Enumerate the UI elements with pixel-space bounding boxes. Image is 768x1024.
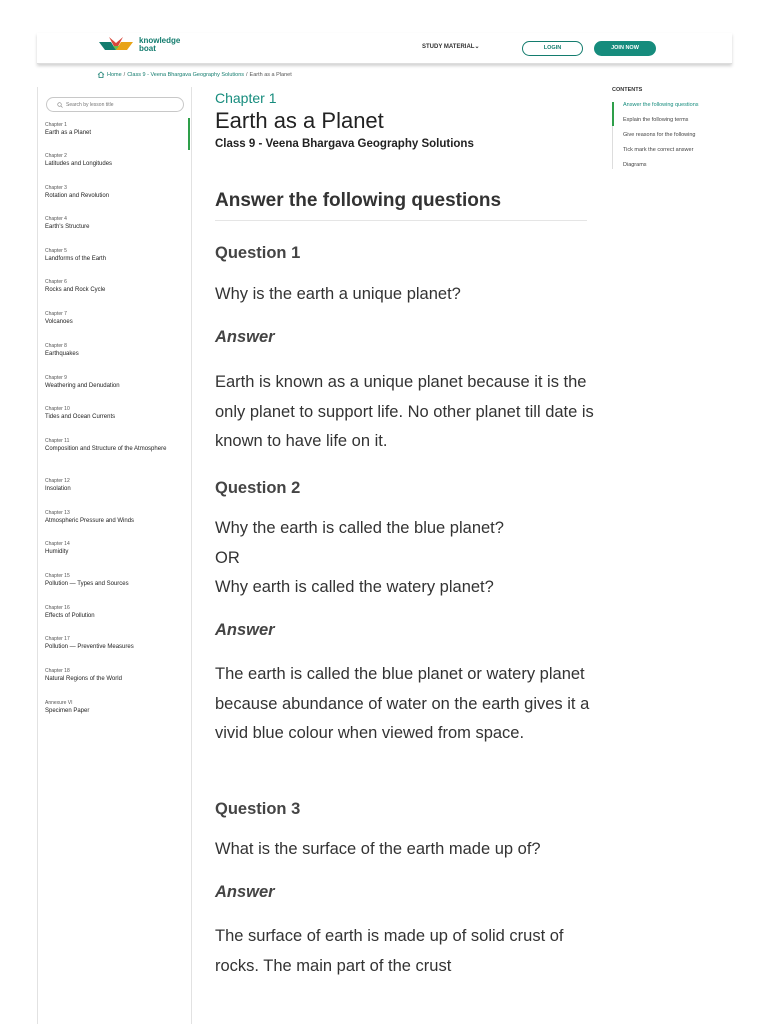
sidebar-chapter-item[interactable]	[45, 375, 185, 390]
toc-list	[612, 102, 732, 169]
chapter-title: Rotation and Revolution	[45, 193, 110, 199]
breadcrumb-class[interactable]	[127, 72, 244, 78]
lesson-search-box[interactable]	[46, 97, 184, 112]
toc-item[interactable]: Answer the following questions	[623, 102, 699, 108]
answer-label: Answer	[215, 621, 275, 639]
answer-text: The earth is called the blue planet or watery planet because abundance of water on the earth gives it a vivid blue colour when viewed from space.	[215, 665, 590, 742]
boat-logo-icon	[97, 37, 135, 53]
sidebar-chapter-item[interactable]	[45, 343, 185, 358]
study-material-label: STUDY MATERIAL	[422, 44, 475, 50]
chapter-title: Weathering and Denudation	[45, 383, 120, 389]
chapter-number: Chapter 12	[45, 478, 70, 484]
question-heading: Question 2	[215, 479, 301, 497]
sidebar-chapter-item[interactable]	[45, 700, 185, 715]
breadcrumb-separator: /	[123, 71, 126, 78]
sidebar-chapter-item[interactable]	[45, 438, 185, 453]
sidebar-chapter-item[interactable]	[45, 668, 185, 683]
toc-item[interactable]: Explain the following terms	[623, 117, 689, 123]
chapter-title: Earthquakes	[45, 351, 79, 357]
chapter-title: Tides and Ocean Currents	[45, 414, 116, 420]
sidebar-chapter-item[interactable]	[45, 605, 185, 620]
chapter-title: Effects of Pollution	[45, 613, 95, 619]
chapter-number: Chapter 7	[45, 311, 67, 317]
breadcrumb-home[interactable]: Home	[107, 71, 122, 78]
study-material-menu[interactable]	[422, 43, 479, 50]
question-heading: Question 3	[215, 800, 301, 818]
chapter-title: Insolation	[45, 486, 71, 492]
logo-text	[139, 37, 180, 53]
chapter-title: Latitudes and Longitudes	[45, 161, 113, 167]
chapter-number: Annexure VI	[45, 700, 73, 706]
breadcrumb	[97, 71, 292, 78]
sidebar-chapter-item[interactable]	[45, 406, 185, 421]
sidebar-chapter-item[interactable]	[45, 573, 185, 588]
sidebar-chapter-item[interactable]	[45, 185, 185, 200]
sidebar-chapter-item[interactable]	[45, 510, 185, 525]
chapter-label: Chapter 1	[215, 90, 277, 106]
sidebar-chapter-item[interactable]	[45, 636, 185, 651]
sidebar-chapter-item[interactable]	[45, 153, 185, 168]
page-subtitle: Class 9 - Veena Bhargava Geography Solutions	[215, 138, 474, 150]
chapter-number: Chapter 2	[45, 153, 67, 159]
chapter-number: Chapter 14	[45, 541, 70, 547]
section-heading: Answer the following questions	[215, 190, 587, 221]
breadcrumb-book-label: Veena Bhargava Geography Solutions	[150, 71, 245, 78]
sidebar-chapter-item[interactable]	[45, 541, 185, 556]
sidebar-chapter-item[interactable]	[45, 478, 185, 493]
toc-item[interactable]: Tick mark the correct answer	[623, 147, 694, 153]
chapter-number: Chapter 8	[45, 343, 67, 349]
chapter-number: Chapter 5	[45, 248, 67, 254]
chapter-number: Chapter 18	[45, 668, 70, 674]
logo-line-2: boat	[139, 44, 156, 53]
active-chapter-indicator	[188, 118, 190, 150]
breadcrumb-dash: -	[145, 71, 151, 78]
chapter-title: Pollution — Types and Sources	[45, 581, 129, 587]
top-navbar	[37, 33, 732, 64]
chapter-title: Atmospheric Pressure and Winds	[45, 518, 135, 524]
chapter-title: Pollution — Preventive Measures	[45, 644, 134, 650]
answer-label: Answer	[215, 883, 275, 901]
sidebar-chapter-item[interactable]	[45, 216, 185, 231]
question-text: What is the surface of the earth made up of?	[215, 840, 541, 858]
toc-item[interactable]: Give reasons for the following	[623, 132, 696, 138]
question-text	[215, 514, 595, 603]
sidebar-chapter-item[interactable]	[45, 311, 185, 326]
question-line: Why the earth is called the blue planet?	[215, 519, 504, 537]
chapter-title: Volcanoes	[45, 319, 73, 325]
answer-text: Earth is known as a unique planet because it is the only planet to support life. No other planet till date is known to have life on it.	[215, 373, 594, 450]
chapter-number: Chapter 10	[45, 406, 70, 412]
breadcrumb-separator: /	[246, 71, 248, 78]
chapter-title: Rocks and Rock Cycle	[45, 287, 106, 293]
chapter-number: Chapter 11	[45, 438, 70, 444]
search-icon	[57, 102, 63, 108]
question-or: OR	[215, 548, 240, 567]
chapter-title: Earth's Structure	[45, 224, 90, 230]
chapter-title: Natural Regions of the World	[45, 676, 122, 682]
answer-label: Answer	[215, 328, 275, 346]
chapter-title: Landforms of the Earth	[45, 256, 107, 262]
chapter-title: Humidity	[45, 549, 69, 555]
chapter-title: Specimen Paper	[45, 708, 90, 714]
chevron-down-icon: ⌄	[474, 44, 480, 50]
join-now-button[interactable]: JOIN NOW	[594, 41, 656, 56]
search-input[interactable]	[66, 102, 166, 108]
question-text: Why is the earth a unique planet?	[215, 285, 461, 303]
toc-heading: CONTENTS	[612, 87, 643, 93]
answer-text: The surface of earth is made up of solid crust of rocks. The main part of the crust	[215, 927, 564, 975]
chapter-number: Chapter 13	[45, 510, 70, 516]
page-title: Earth as a Planet	[215, 108, 384, 133]
logo[interactable]	[97, 37, 180, 53]
home-icon[interactable]	[97, 71, 105, 78]
chapter-number: Chapter 6	[45, 279, 67, 285]
chapter-number: Chapter 4	[45, 216, 67, 222]
breadcrumb-class-label: Class 9	[127, 71, 146, 78]
chapter-title: Earth as a Planet	[45, 130, 92, 136]
sidebar-chapter-item[interactable]	[45, 279, 185, 294]
chapter-number: Chapter 9	[45, 375, 67, 381]
chapter-number: Chapter 3	[45, 185, 67, 191]
chapter-header	[215, 90, 590, 150]
question-heading: Question 1	[215, 244, 301, 262]
chapter-number: Chapter 17	[45, 636, 70, 642]
toc-active-indicator	[612, 102, 614, 126]
breadcrumb-current: Earth as a Planet	[249, 71, 292, 78]
chapter-number: Chapter 1	[45, 122, 67, 128]
question-line: Why earth is called the watery planet?	[215, 578, 494, 596]
logo-line-1: knowledge	[139, 36, 181, 45]
toc-item[interactable]: Diagrams	[623, 162, 647, 168]
sidebar-chapter-item[interactable]	[45, 248, 185, 263]
chapter-number: Chapter 15	[45, 573, 70, 579]
sidebar-chapter-item[interactable]	[45, 122, 185, 137]
chapter-title: Composition and Structure of the Atmosphere	[45, 446, 167, 452]
login-button[interactable]: LOGIN	[522, 41, 583, 56]
chapter-sidebar	[37, 87, 192, 1024]
table-of-contents	[612, 87, 732, 177]
chapter-number: Chapter 16	[45, 605, 70, 611]
